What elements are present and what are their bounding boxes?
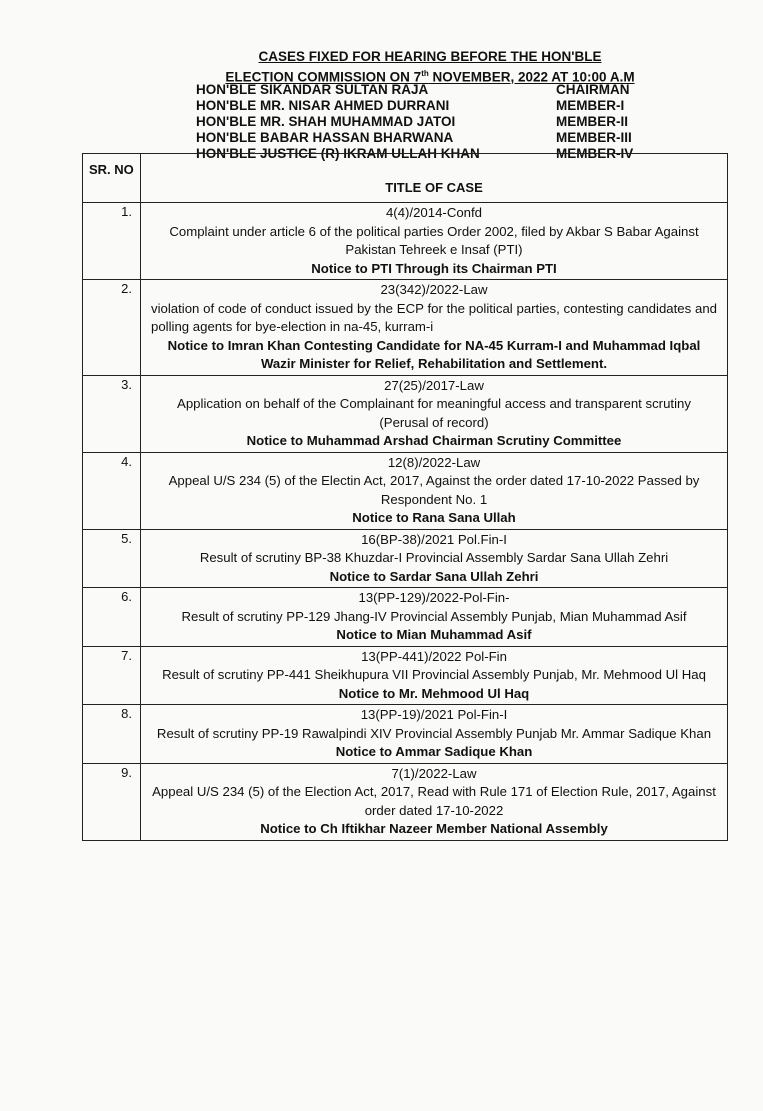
- table-row: [83, 529, 728, 588]
- case-cell: [141, 705, 728, 764]
- row-serial: 2.: [83, 280, 141, 376]
- case-number: 23(342)/2022-Law: [380, 282, 488, 297]
- bench-member-name: HON'BLE MR. SHAH MUHAMMAD JATOI: [196, 114, 456, 129]
- row-serial: 4.: [83, 452, 141, 529]
- bench-member-role: MEMBER-I: [556, 98, 625, 113]
- table-row: [83, 588, 728, 647]
- bench-member-role: CHAIRMAN: [556, 82, 630, 97]
- case-notice: Notice to Mr. Mehmood Ul Haq: [338, 685, 530, 701]
- case-notice: Notice to Rana Sana Ullah: [352, 510, 516, 525]
- row-serial: 9.: [83, 763, 141, 840]
- heading-line-2-pre: ELECTION COMMISSION ON 7: [225, 69, 422, 85]
- row-serial: 6.: [83, 588, 141, 647]
- case-cell: [141, 763, 728, 840]
- case-number: 27(25)/2017-Law: [384, 377, 484, 393]
- bench-member: [196, 114, 646, 130]
- case-notice: Notice to Mian Muhammad Asif: [336, 627, 532, 642]
- case-number: 13(PP-441)/2022 Pol-Fin: [361, 648, 507, 664]
- column-header-sr-no: SR. NO: [83, 154, 141, 203]
- table-row: [83, 763, 728, 840]
- case-number: 16(BP-38)/2021 Pol.Fin-I: [361, 531, 507, 547]
- case-cell: [141, 646, 728, 705]
- row-serial: 5.: [83, 529, 141, 588]
- case-cell: [141, 452, 728, 529]
- row-serial: 3.: [83, 375, 141, 452]
- bench-member-role: MEMBER-III: [556, 130, 632, 145]
- table-row: [83, 452, 728, 529]
- case-description: Appeal U/S 234 (5) of the Election Act, 2017, Read with Rule 171 of Election Rule, 2017, Against order dated 17-10-2022: [152, 784, 716, 818]
- case-description: violation of code of conduct issued by the ECP for the political parties, contesting candidates and polling agents for bye-election in na-45, kurram-i: [151, 300, 717, 334]
- bench-member-name: HON'BLE MR. NISAR AHMED DURRANI: [196, 98, 450, 113]
- case-description: Appeal U/S 234 (5) of the Electin Act, 2017, Against the order dated 17-10-2022 Passed by Respondent No. 1: [168, 473, 700, 507]
- case-notice: Notice to Ammar Sadique Khan: [335, 744, 533, 759]
- heading-line-2-sup: th: [421, 69, 429, 78]
- row-serial: 8.: [83, 705, 141, 764]
- table-row: [83, 705, 728, 764]
- case-cell: [141, 529, 728, 588]
- case-number: 12(8)/2022-Law: [387, 454, 481, 470]
- case-description: Result of scrutiny BP-38 Khuzdar-I Provincial Assembly Sardar Sana Ullah Zehri: [199, 550, 669, 565]
- case-notice: Notice to Imran Khan Contesting Candidate for NA-45 Kurram-I and Muhammad Iqbal Wazir Minister for Relief, Rehabilitation and Settlement.: [167, 337, 701, 371]
- cases-table: [82, 153, 728, 841]
- bench-member-name: HON'BLE SIKANDAR SULTAN RAJA: [196, 82, 429, 97]
- case-number: 13(PP-19)/2021 Pol-Fin-I: [360, 707, 508, 722]
- case-cell: [141, 203, 728, 280]
- bench-list: [196, 82, 646, 162]
- bench-member: [196, 98, 646, 114]
- column-header-title: TITLE OF CASE: [141, 154, 728, 203]
- case-number: 4(4)/2014-Confd: [385, 205, 483, 220]
- row-serial: 7.: [83, 646, 141, 705]
- bench-member-name: HON'BLE JUSTICE (R) IKRAM ULLAH KHAN: [196, 146, 480, 161]
- case-notice: Notice to Sardar Sana Ullah Zehri: [329, 568, 539, 584]
- case-number: 7(1)/2022-Law: [391, 765, 477, 781]
- table-row: [83, 203, 728, 280]
- heading-line-1: CASES FIXED FOR HEARING BEFORE THE HON'BLE: [258, 49, 602, 64]
- case-description: Result of scrutiny PP-441 Sheikhupura VII Provincial Assembly Punjab, Mr. Mehmood Ul Haq: [162, 667, 706, 682]
- bench-member: [196, 130, 646, 146]
- heading-line-2-post: NOVEMBER, 2022 AT 10:00 A.M: [428, 69, 635, 85]
- bench-member-name: HON'BLE BABAR HASSAN BHARWANA: [196, 130, 454, 145]
- table-row: [83, 280, 728, 376]
- case-notice: Notice to Muhammad Arshad Chairman Scrutiny Committee: [246, 433, 622, 448]
- bench-member: [196, 82, 646, 98]
- case-number: 13(PP-129)/2022-Pol-Fin-: [358, 590, 510, 605]
- case-description: Complaint under article 6 of the political parties Order 2002, filed by Akbar S Babar Against Pakistan Tehreek e Insaf (PTI): [169, 223, 699, 257]
- case-cell: [141, 375, 728, 452]
- case-description: Result of scrutiny PP-129 Jhang-IV Provincial Assembly Punjab, Mian Muhammad Asif: [181, 608, 687, 624]
- bench-member-role: MEMBER-II: [556, 114, 628, 129]
- table-row: [83, 646, 728, 705]
- cause-list-heading: [215, 48, 645, 86]
- case-description: Application on behalf of the Complainant for meaningful access and transparent scrutiny (Perusal of record): [177, 396, 691, 430]
- case-cell: [141, 588, 728, 647]
- row-serial: 1.: [83, 203, 141, 280]
- case-notice: Notice to PTI Through its Chairman PTI: [311, 260, 557, 276]
- table-row: [83, 375, 728, 452]
- table-header-row: [83, 154, 728, 203]
- bench-member-role: MEMBER-IV: [556, 146, 634, 161]
- case-description: Result of scrutiny PP-19 Rawalpindi XIV Provincial Assembly Punjab Mr. Ammar Sadique Khan: [156, 725, 712, 741]
- case-notice: Notice to Ch Iftikhar Nazeer Member National Assembly: [260, 821, 608, 836]
- case-cell: [141, 280, 728, 376]
